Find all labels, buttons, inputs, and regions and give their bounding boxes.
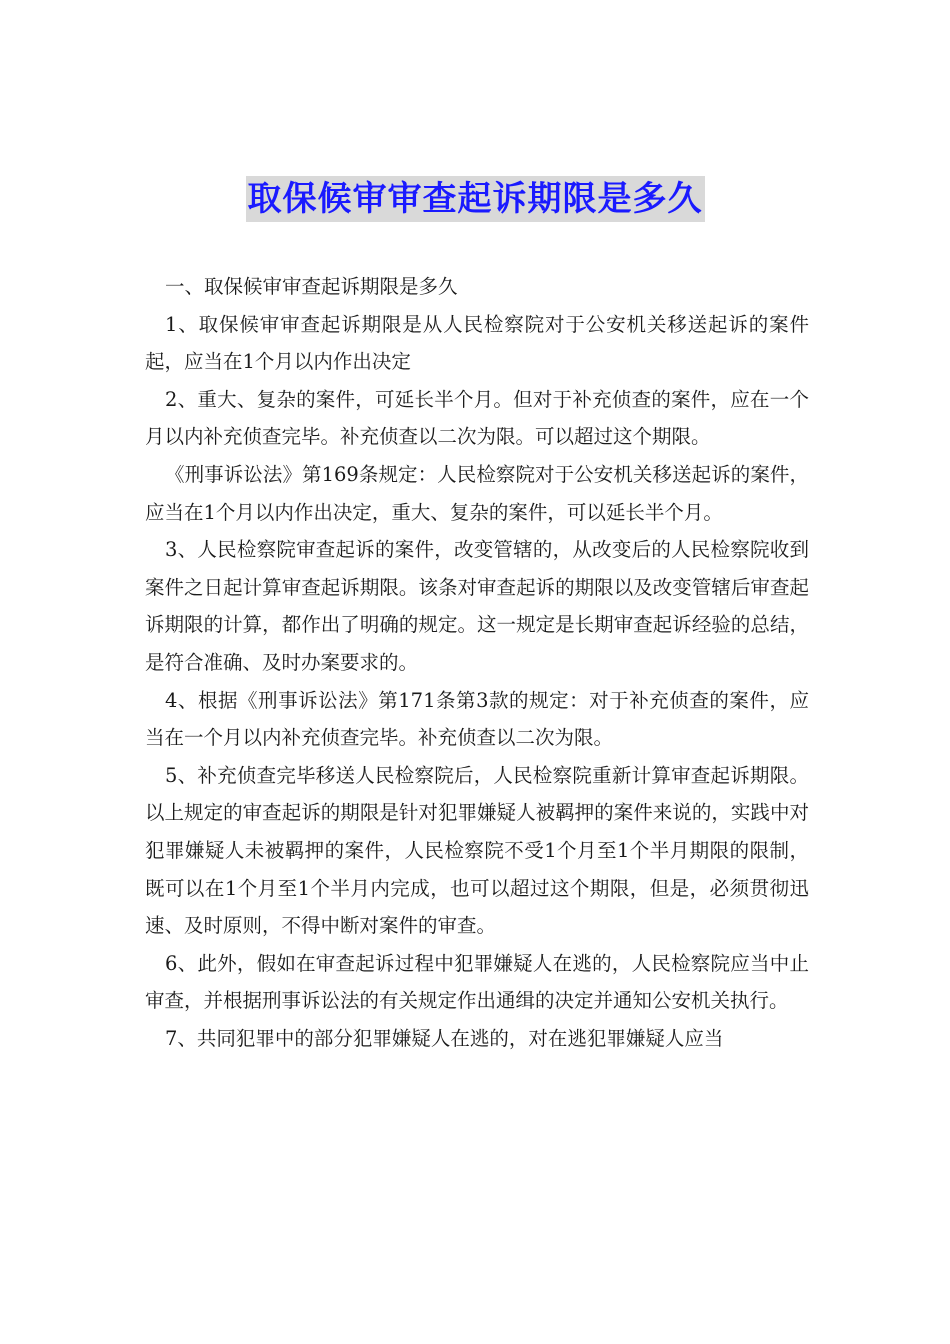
paragraph: 2、重大、复杂的案件，可延长半个月。但对于补充侦查的案件，应在一个月以内补充侦查完毕。补充侦查以二次为限。可以超过这个期限。 xyxy=(145,387,809,449)
document-body xyxy=(145,268,809,1057)
paragraph: 一、取保候审审查起诉期限是多久 xyxy=(165,275,458,298)
paragraph: 5、补充侦查完毕移送人民检察院后，人民检察院重新计算审查起诉期限。以上规定的审查起诉的期限是针对犯罪嫌疑人被羁押的案件来说的，实践中对犯罪嫌疑人未被羁押的案件，人民检察院不受1个月至1个半月期限的限制，既可以在1个月至1个半月内完成，也可以超过这个期限，但是，必须贯彻迅速、及时原则，不得中断对案件的审查。 xyxy=(145,763,809,938)
paragraph: 7、共同犯罪中的部分犯罪嫌疑人在逃的，对在逃犯罪嫌疑人应当 xyxy=(165,1026,724,1050)
paragraph: 《刑事诉讼法》第169条规定：人民检察院对于公安机关移送起诉的案件，应当在1个月以内作出决定，重大、复杂的案件，可以延长半个月。 xyxy=(145,462,809,524)
paragraph: 6、此外，假如在审查起诉过程中犯罪嫌疑人在逃的，人民检察院应当中止审查，并根据刑事诉讼法的有关规定作出通缉的决定并通知公安机关执行。 xyxy=(145,951,809,1013)
document-title: 取保候审审查起诉期限是多久 xyxy=(246,176,705,222)
paragraph: 4、根据《刑事诉讼法》第171条第3款的规定：对于补充侦查的案件，应当在一个月以内补充侦查完毕。补充侦查以二次为限。 xyxy=(145,688,809,750)
title-container xyxy=(0,176,950,222)
paragraph: 1、取保候审审查起诉期限是从人民检察院对于公安机关移送起诉的案件起，应当在1个月以内作出决定 xyxy=(145,312,809,374)
paragraph: 3、人民检察院审查起诉的案件，改变管辖的，从改变后的人民检察院收到案件之日起计算审查起诉期限。该条对审查起诉的期限以及改变管辖后审查起诉期限的计算，都作出了明确的规定。这一规定是长期审查起诉经验的总结，是符合准确、及时办案要求的。 xyxy=(145,538,809,674)
